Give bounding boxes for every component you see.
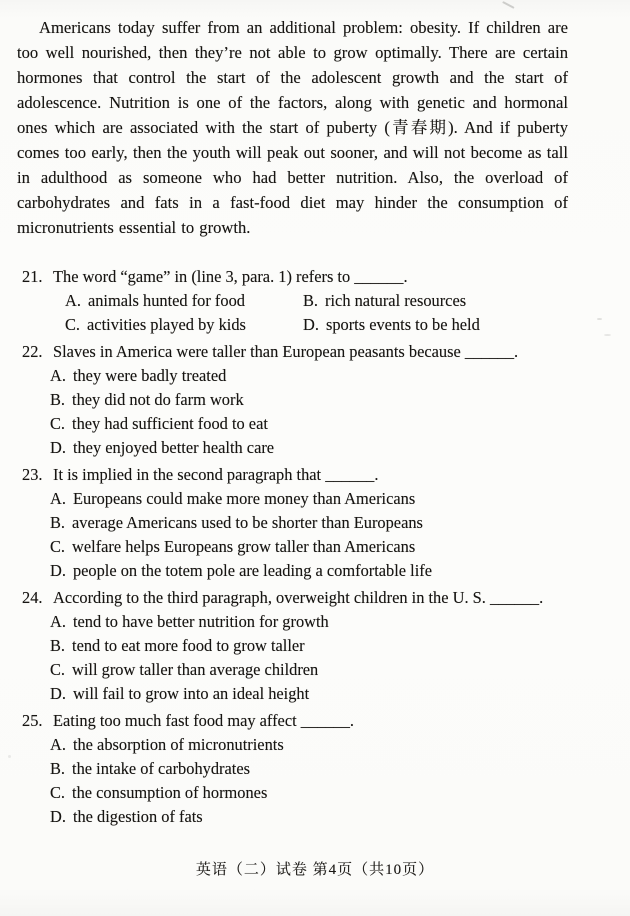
option-letter: A.	[50, 489, 66, 508]
option-letter: B.	[50, 513, 66, 532]
option-text: tend to have better nutrition for growth	[72, 612, 329, 631]
answer-option	[50, 733, 630, 757]
question-stem: According to the third paragraph, overweight children in the U. S. ______.	[53, 588, 544, 607]
option-text: welfare helps Europeans grow taller than Americans	[72, 537, 416, 556]
option-letter: A.	[50, 612, 66, 631]
option-letter: C.	[65, 315, 81, 334]
option-text: they enjoyed better health care	[72, 438, 275, 457]
answer-option	[50, 658, 630, 682]
option-text: they had sufficient food to eat	[72, 414, 268, 433]
option-text: sports events to be held	[325, 315, 480, 334]
answer-option	[65, 289, 303, 313]
option-letter: A.	[50, 366, 66, 385]
option-text: rich natural resources	[325, 291, 467, 310]
option-text: the digestion of fats	[72, 807, 203, 826]
question-number: 25.	[22, 711, 43, 730]
answer-option	[50, 535, 630, 559]
question	[0, 709, 630, 829]
option-text: activities played by kids	[87, 315, 246, 334]
question-stem: Slaves in America were taller than European peasants because ______.	[53, 342, 519, 361]
question	[0, 340, 630, 460]
question-number: 24.	[22, 588, 43, 607]
option-letter: A.	[50, 735, 66, 754]
option-letter: C.	[50, 414, 66, 433]
answer-option	[303, 313, 630, 337]
option-list	[0, 364, 630, 460]
answer-option	[50, 634, 630, 658]
question-stem: The word “game” in (line 3, para. 1) refers to ______.	[53, 267, 408, 286]
page-footer: 英语（二）试卷 第4页（共10页）	[195, 862, 435, 878]
answer-option	[50, 781, 630, 805]
question-stem-row	[0, 463, 630, 487]
option-text: the consumption of hormones	[72, 783, 268, 802]
question-list	[0, 265, 630, 829]
answer-option	[50, 436, 630, 460]
question	[0, 586, 630, 706]
option-list	[0, 610, 630, 706]
question-stem-row	[0, 586, 630, 610]
question-stem-row	[0, 265, 630, 289]
answer-option	[50, 682, 630, 706]
option-list	[0, 733, 630, 829]
question-number: 23.	[22, 465, 43, 484]
question-stem-row	[0, 340, 630, 364]
answer-option	[50, 511, 630, 535]
answer-option	[303, 289, 630, 313]
question-number: 21.	[22, 267, 43, 286]
option-letter: B.	[50, 759, 66, 778]
option-letter: A.	[65, 291, 81, 310]
option-text: tend to eat more food to grow taller	[72, 636, 305, 655]
question-stem: Eating too much fast food may affect ______.	[53, 711, 355, 730]
option-letter: D.	[50, 438, 66, 457]
answer-option	[50, 559, 630, 583]
answer-option	[65, 313, 303, 337]
answer-option	[50, 610, 630, 634]
option-list	[0, 289, 630, 337]
option-letter: B.	[303, 291, 319, 310]
option-letter: D.	[50, 684, 66, 703]
option-text: people on the totem pole are leading a comfortable life	[72, 561, 433, 580]
question-number: 22.	[22, 342, 43, 361]
option-letter: D.	[50, 561, 66, 580]
option-text: average Americans used to be shorter than Europeans	[72, 513, 423, 532]
option-letter: D.	[50, 807, 66, 826]
option-text: will fail to grow into an ideal height	[72, 684, 310, 703]
answer-option	[50, 805, 630, 829]
option-letter: C.	[50, 660, 66, 679]
option-text: Europeans could make more money than Americans	[72, 489, 416, 508]
question	[0, 265, 630, 337]
option-text: will grow taller than average children	[72, 660, 319, 679]
option-text: the absorption of micronutrients	[72, 735, 284, 754]
option-text: they were badly treated	[72, 366, 227, 385]
question	[0, 463, 630, 583]
option-text: they did not do farm work	[72, 390, 244, 409]
option-text: animals hunted for food	[87, 291, 245, 310]
option-letter: C.	[50, 783, 66, 802]
option-text: the intake of carbohydrates	[72, 759, 250, 778]
question-stem-row	[0, 709, 630, 733]
option-letter: D.	[303, 315, 319, 334]
reading-passage: Americans today suffer from an additional problem: obesity. If children are too well nourished, then they’re not able to grow optimally. There are certain hormones that control the start of the adolescent growth and the start of adolescence. Nutrition is one of the factors, along with genetic and hormonal ones which are associated with the start of puberty (青春期). And if puberty comes too early, then the youth will peak out sooner, and will not become as tall in adulthood as someone who had better nutrition. Also, the overload of carbohydrates and fats in a fast-food diet may hinder the consumption of micronutrients essential to growth.	[17, 18, 568, 237]
option-letter: B.	[50, 390, 66, 409]
answer-option	[50, 487, 630, 511]
question-stem: It is implied in the second paragraph that ______.	[53, 465, 379, 484]
answer-option	[50, 757, 630, 781]
option-letter: B.	[50, 636, 66, 655]
option-list	[0, 487, 630, 583]
answer-option	[50, 412, 630, 436]
answer-option	[50, 364, 630, 388]
option-letter: C.	[50, 537, 66, 556]
answer-option	[50, 388, 630, 412]
